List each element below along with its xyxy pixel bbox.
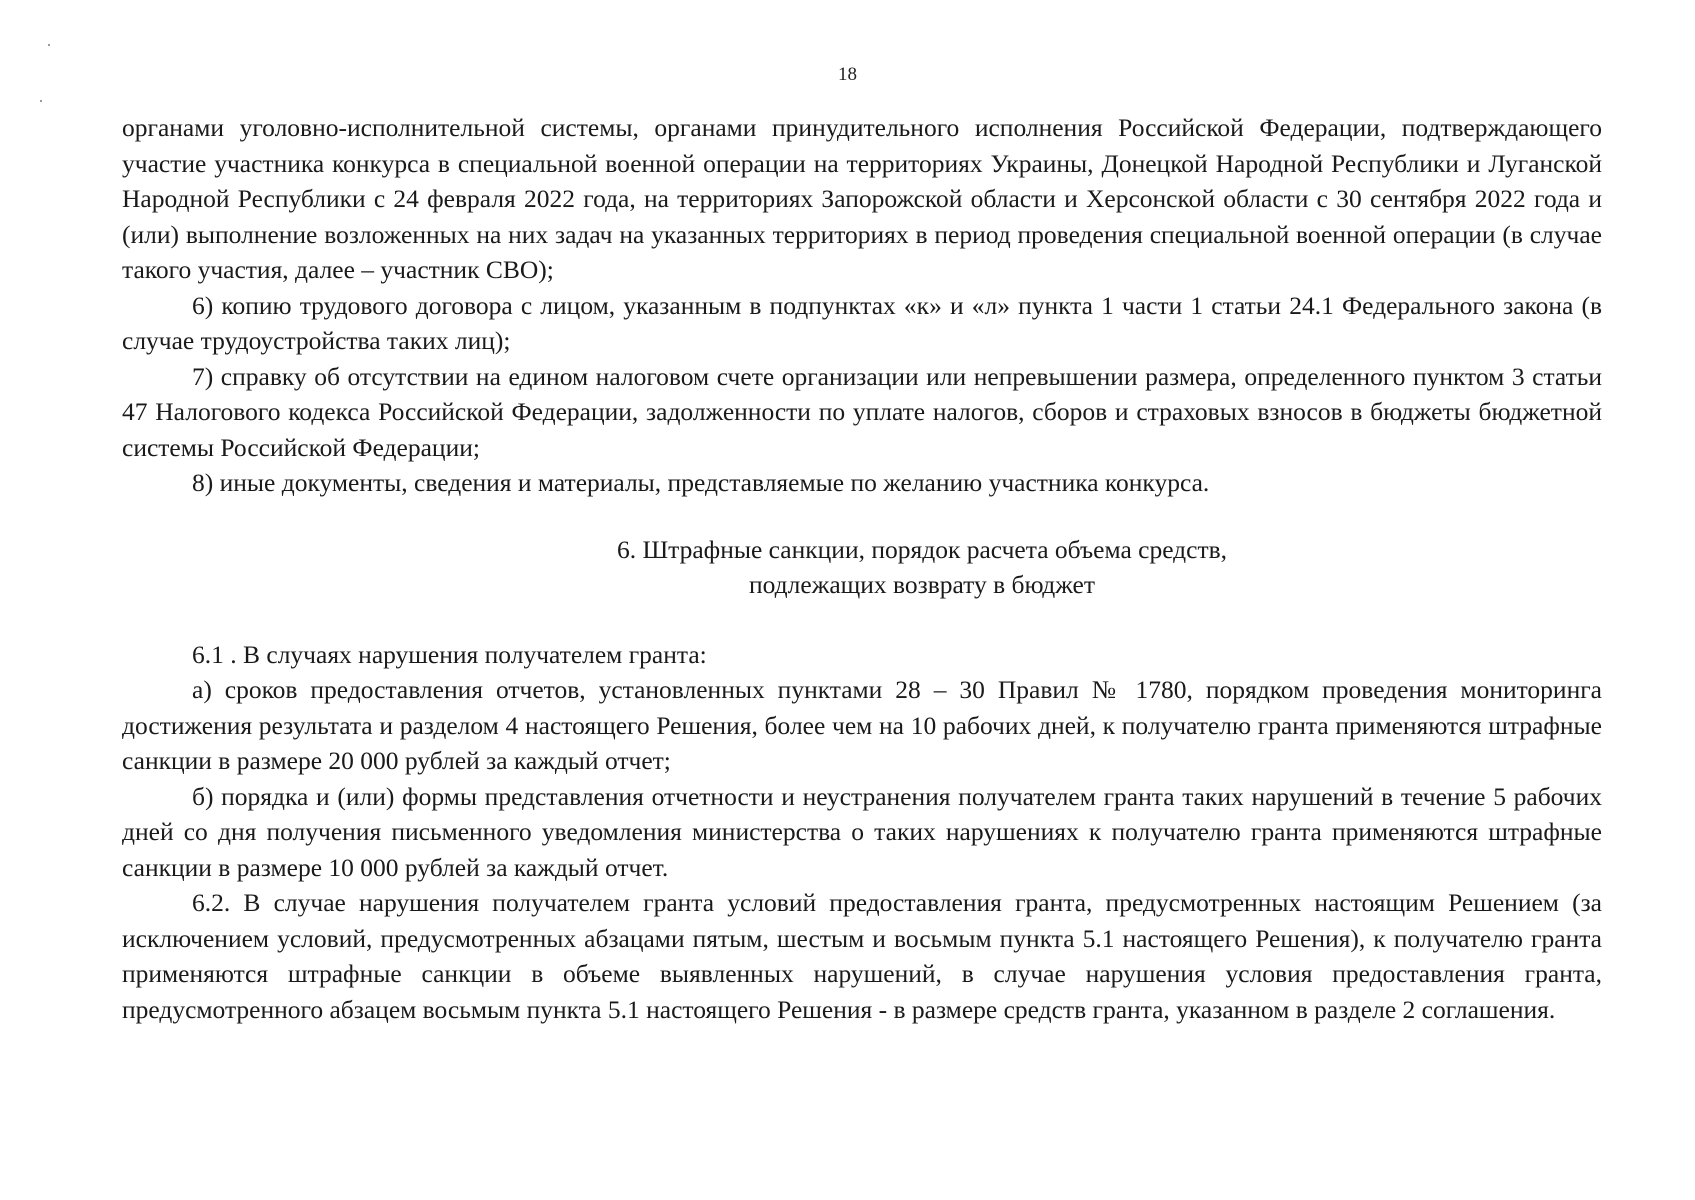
document-body bbox=[122, 110, 1602, 1027]
scan-speck bbox=[48, 44, 50, 46]
paragraph-continuation: органами уголовно-исполнительной системы, органами принудительного исполнения Российской Федерации, подтверждающего участие участника конкурса в специальной военной операции на территориях Украины, Донецкой Народной Республики и Луганской Народной Республики с 24 февраля 2022 года, на территориях Запорожской области и Херсонской области с 30 сентября 2022 года и (или) выполнение возложенных на них задач на указанных территориях в период проведения специальной военной операции (в случае такого участия, далее – участник СВО); bbox=[122, 113, 1602, 284]
scan-speck bbox=[40, 100, 42, 102]
paragraph-6-1: 6.1 . В случаях нарушения получателем гранта: bbox=[192, 639, 707, 669]
paragraph-item-8: 8) иные документы, сведения и материалы, представляемые по желанию участника конкурса. bbox=[192, 468, 1210, 497]
paragraph-item-6: 6) копию трудового договора с лицом, указанным в подпунктах «к» и «л» пункта 1 части 1 статьи 24.1 Федерального закона (в случае трудоустройства таких лиц); bbox=[122, 290, 1602, 355]
paragraph-6-2: 6.2. В случае нарушения получателем гранта условий предоставления гранта, предусмотренных настоящим Решением (за исключением условий, предусмотренных абзацами пятым, шестым и восьмым пункта 5.1 настоящего Решения), к получателю гранта применяются штрафные санкции в объеме выявленных нарушений, в случае нарушения условия предоставления гранта, предусмотренного абзацем восьмым пункта 5.1 настоящего Решения - в размере средств гранта, указанном в разделе 2 соглашения. bbox=[122, 888, 1602, 1024]
paragraph-item-7: 7) справку об отсутствии на едином налоговом счете организации или непревышении размера, определенного пунктом 3 статьи 47 Налогового кодекса Российской Федерации, задолженности по уплате налогов, сборов и страховых взносов в бюджеты бюджетной системы Российской Федерации; bbox=[122, 361, 1602, 462]
section-heading bbox=[122, 532, 1602, 603]
page-number: 18 bbox=[838, 64, 857, 85]
paragraph-6-1-a: а) сроков предоставления отчетов, установленных пунктами 28 – 30 Правил № 1780, порядком проведения мониторинга достижения результата и разделом 4 настоящего Решения, более чем на 10 рабочих дней, к получателю гранта применяются штрафные санкции в размере 20 000 рублей за каждый отчет; bbox=[122, 675, 1602, 775]
section-heading-line-2: подлежащих возврату в бюджет bbox=[749, 570, 1095, 599]
section-heading-line-1: 6. Штрафные санкции, порядок расчета объема средств, bbox=[616, 534, 1228, 564]
paragraph-6-1-b: б) порядка и (или) формы представления отчетности и неустранения получателем гранта таких нарушений в течение 5 рабочих дней со дня получения письменного уведомления министерства о таких нарушениях к получателю гранта применяются штрафные санкции в размере 10 000 рублей за каждый отчет. bbox=[122, 781, 1602, 882]
